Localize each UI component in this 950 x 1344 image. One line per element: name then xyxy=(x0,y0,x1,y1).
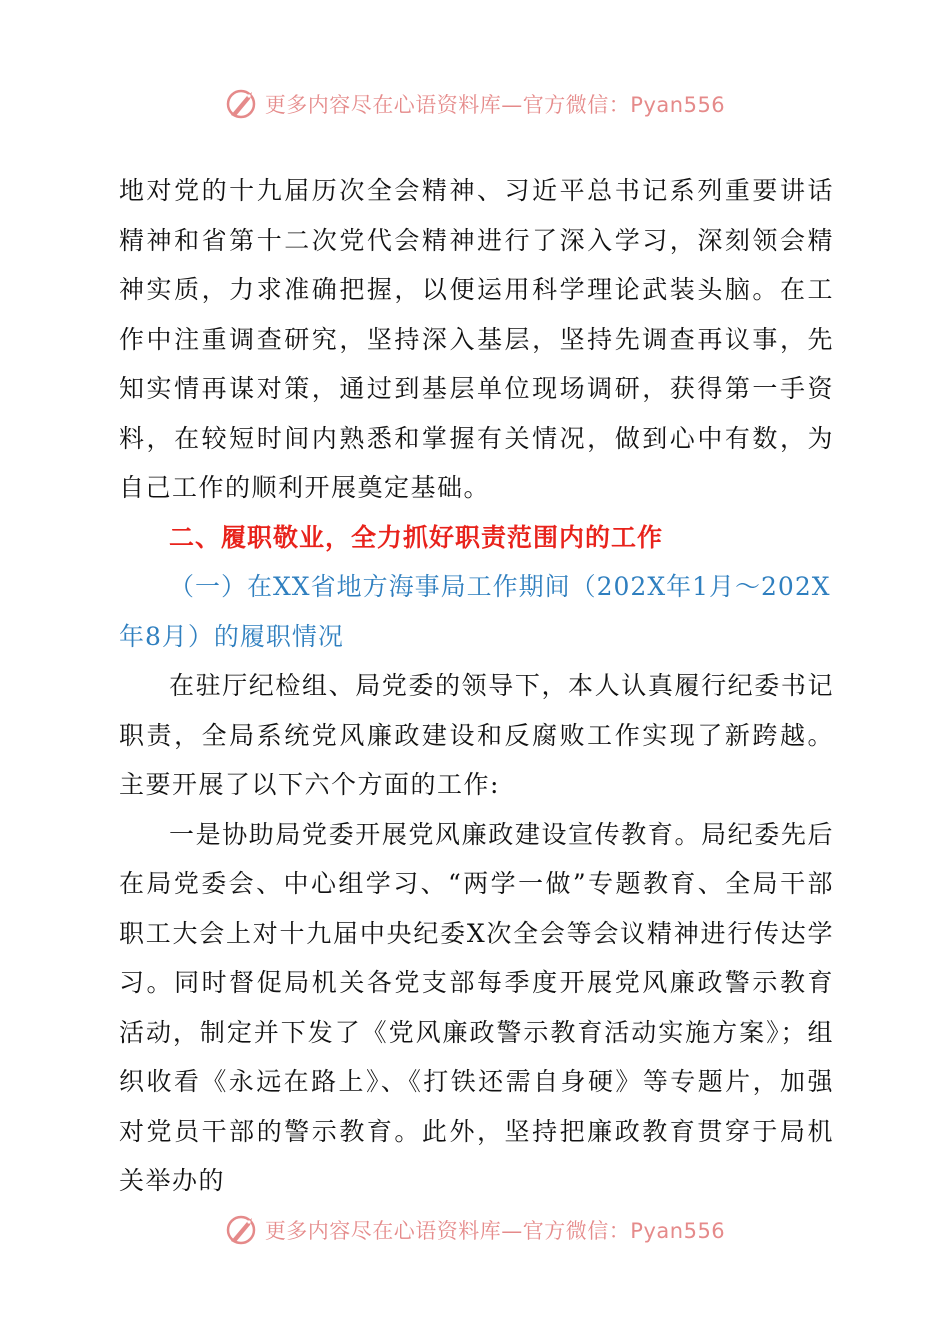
paragraph: 一是协助局党委开展党风廉政建设宣传教育。局纪委先后在局党委会、中心组学习、“两学一做”专题教育、全局干部职工大会上对十九届中央纪委X次全会等会议精神进行传达学习。同时督促局机关各党支部每季度开展党风廉政警示教育活动，制定并下发了《党风廉政警示教育活动实施方案》；组织收看《永远在路上》、《打铁还需自身硬》等专题片，加强对党员干部的警示教育。此外，坚持把廉政教育贯穿于局机关举办的 xyxy=(119,819,834,1195)
paragraph-continuation: 地对党的十九届历次全会精神、习近平总书记系列重要讲话精神和省第十二次党代会精神进行了深入学习，深刻领会精神实质，力求准确把握，以便运用科学理论武装头脑。在工作中注重调查研究，坚持深入基层，坚持先调查再议事，先知实情再谋对策，通过到基层单位现场调研，获得第一手资料，在较短时间内熟悉和掌握有关情况，做到心中有数，为自己工作的顺利开展奠定基础。 xyxy=(119,176,834,502)
pen-nib-circle-icon xyxy=(225,1213,259,1247)
document-body xyxy=(119,166,834,1206)
subsection-heading: （一）在XX省地方海事局工作期间（202X年1月～202X年8月）的履职情况 xyxy=(119,572,831,651)
section-heading: 二、履职敬业，全力抓好职责范围内的工作 xyxy=(169,522,664,552)
watermark-text: 更多内容尽在心语资料库—官方微信：Pyan556 xyxy=(264,93,726,117)
watermark-footer xyxy=(0,1210,950,1250)
paragraph: 在驻厅纪检组、局党委的领导下，本人认真履行纪委书记职责，全局系统党风廉政建设和反腐败工作实现了新跨越。主要开展了以下六个方面的工作: xyxy=(119,671,834,799)
pen-nib-circle-icon xyxy=(225,87,259,121)
watermark-header xyxy=(0,84,950,124)
watermark-text: 更多内容尽在心语资料库—官方微信：Pyan556 xyxy=(264,1219,726,1243)
